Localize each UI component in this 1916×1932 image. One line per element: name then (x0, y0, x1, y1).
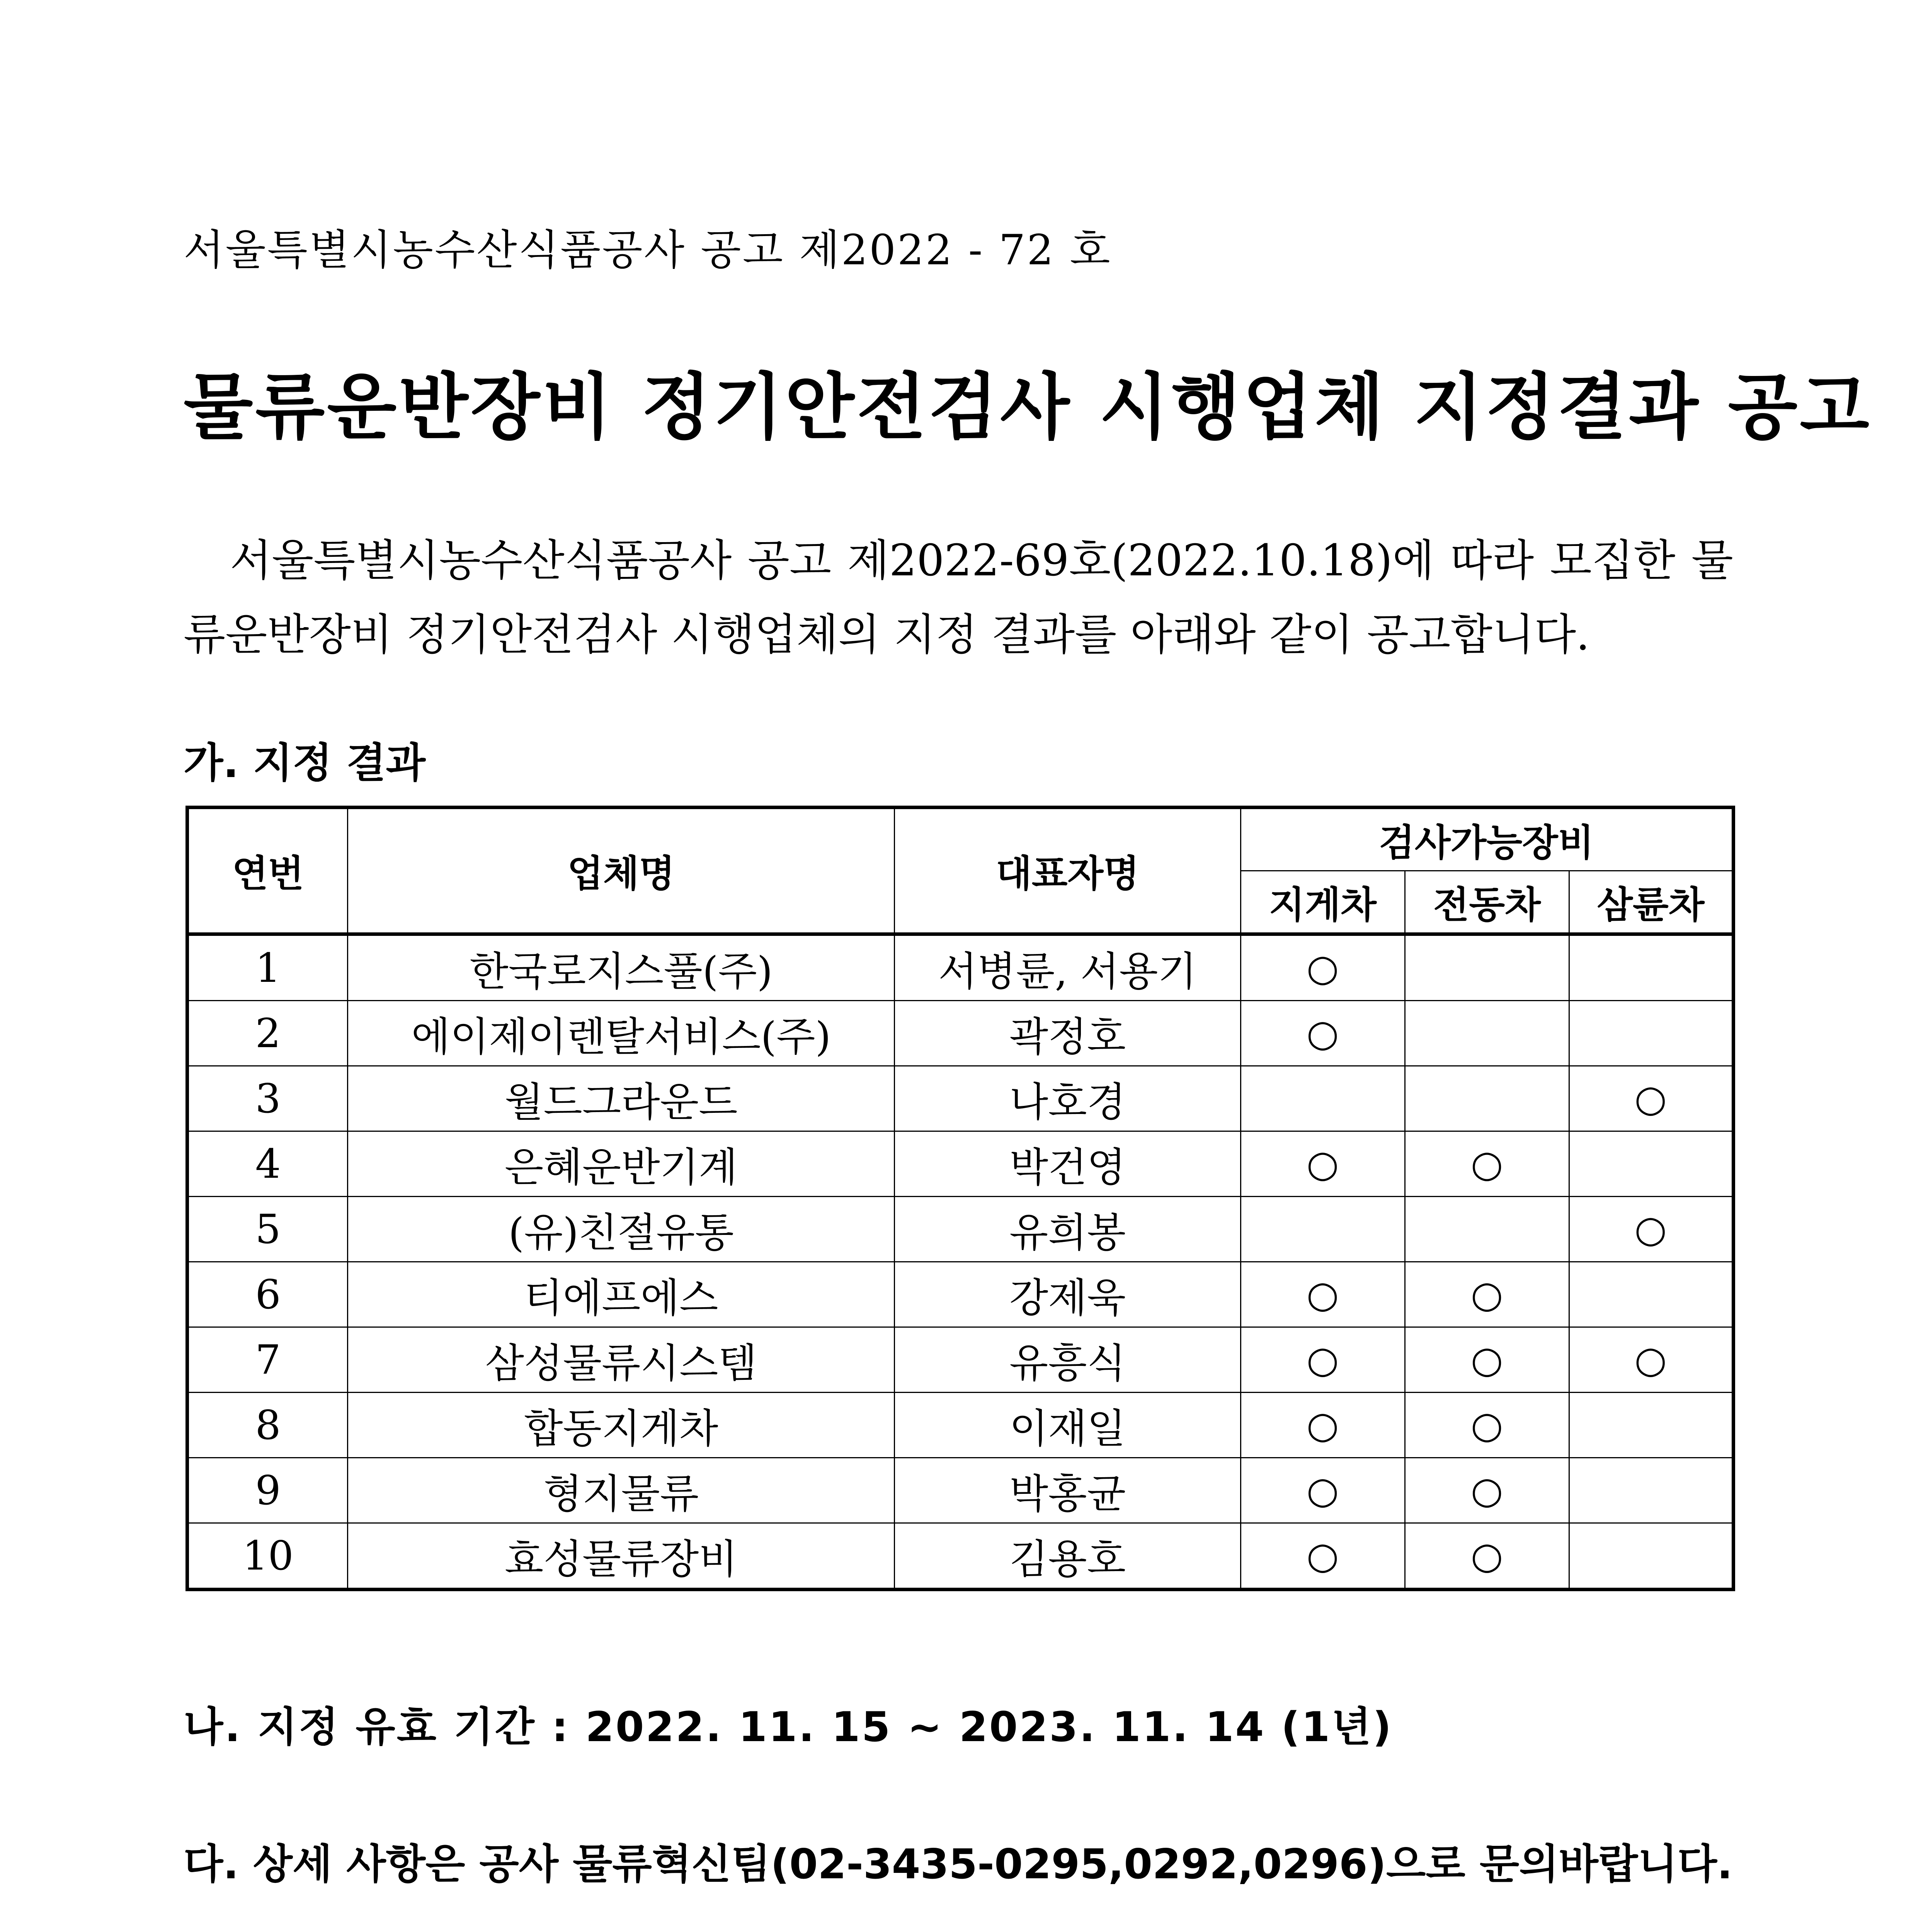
row-forklift-mark (1240, 1197, 1405, 1262)
header-no: 연번 (187, 808, 348, 934)
row-electric-vehicle-mark (1405, 934, 1569, 1001)
row-representative: 곽정호 (895, 1001, 1240, 1066)
header-company: 업체명 (348, 808, 895, 934)
row-forklift-mark: ○ (1240, 1393, 1405, 1458)
row-forklift-mark (1240, 1066, 1405, 1131)
row-company: 에이제이렌탈서비스(주) (348, 1001, 895, 1066)
row-electric-vehicle-mark (1405, 1001, 1569, 1066)
row-company: 은혜운반기계 (348, 1131, 895, 1197)
table-row (187, 1393, 1734, 1458)
section-a-heading: 가. 지정 결과 (184, 739, 426, 787)
row-number: 1 (187, 934, 348, 1001)
designation-result-table (185, 806, 1735, 1591)
row-forklift-mark: ○ (1240, 1262, 1405, 1327)
table-row (187, 1523, 1734, 1590)
table-row (187, 1001, 1734, 1066)
row-electric-vehicle-mark: ○ (1405, 1523, 1569, 1590)
row-representative: 유희봉 (895, 1197, 1240, 1262)
row-electric-vehicle-mark (1405, 1066, 1569, 1131)
row-company: (유)친절유통 (348, 1197, 895, 1262)
header-equipment-group: 검사가능장비 (1240, 808, 1733, 871)
row-forklift-mark: ○ (1240, 1131, 1405, 1197)
row-three-wheeler-mark (1569, 934, 1733, 1001)
row-electric-vehicle-mark: ○ (1405, 1131, 1569, 1197)
table-body (187, 934, 1734, 1590)
section-c-contact: 다. 상세 사항은 공사 물류혁신팀(02-3435-0295,0292,0296)으로 문의바랍니다. (184, 1840, 1733, 1888)
row-number: 10 (187, 1523, 348, 1590)
row-company: 월드그라운드 (348, 1066, 895, 1131)
table-row (187, 1262, 1734, 1327)
header-three-wheeler: 삼륜차 (1569, 871, 1733, 934)
row-number: 2 (187, 1001, 348, 1066)
row-company: 효성물류장비 (348, 1523, 895, 1590)
row-number: 7 (187, 1327, 348, 1393)
section-b-validity-period: 나. 지정 유효 기간 : 2022. 11. 15 ~ 2023. 11. 14 (1년) (184, 1703, 1393, 1751)
row-three-wheeler-mark (1569, 1131, 1733, 1197)
table-row (187, 1327, 1734, 1393)
row-company: 형지물류 (348, 1458, 895, 1523)
row-representative: 박건영 (895, 1131, 1240, 1197)
row-three-wheeler-mark (1569, 1262, 1733, 1327)
row-three-wheeler-mark: ○ (1569, 1327, 1733, 1393)
document-title: 물류운반장비 정기안전검사 시행업체 지정결과 공고 (184, 365, 1872, 449)
row-forklift-mark: ○ (1240, 1523, 1405, 1590)
row-company: 한국로지스풀(주) (348, 934, 895, 1001)
row-electric-vehicle-mark (1405, 1197, 1569, 1262)
table-row (187, 934, 1734, 1001)
table-row (187, 1458, 1734, 1523)
row-representative: 강제욱 (895, 1262, 1240, 1327)
row-representative: 서병륜, 서용기 (895, 934, 1240, 1001)
row-number: 4 (187, 1131, 348, 1197)
notice-number: 서울특별시농수산식품공사 공고 제2022 - 72 호 (184, 226, 1112, 274)
row-representative: 유흥식 (895, 1327, 1240, 1393)
row-electric-vehicle-mark: ○ (1405, 1393, 1569, 1458)
row-number: 9 (187, 1458, 348, 1523)
row-number: 6 (187, 1262, 348, 1327)
row-company: 티에프에스 (348, 1262, 895, 1327)
row-forklift-mark: ○ (1240, 1001, 1405, 1066)
row-three-wheeler-mark: ○ (1569, 1197, 1733, 1262)
row-representative: 나호경 (895, 1066, 1240, 1131)
row-representative: 이재일 (895, 1393, 1240, 1458)
row-forklift-mark: ○ (1240, 1327, 1405, 1393)
intro-paragraph: 서울특별시농수산식품공사 공고 제2022-69호(2022.10.18)에 따라 모집한 물류운반장비 정기안전검사 시행업체의 지정 결과를 아래와 같이 공고합니다. (184, 536, 1733, 660)
header-forklift: 지게차 (1240, 871, 1405, 934)
row-representative: 김용호 (895, 1523, 1240, 1590)
table-row (187, 1131, 1734, 1197)
row-forklift-mark: ○ (1240, 934, 1405, 1001)
row-three-wheeler-mark: ○ (1569, 1066, 1733, 1131)
row-number: 3 (187, 1066, 348, 1131)
header-electric-vehicle: 전동차 (1405, 871, 1569, 934)
table-row (187, 1197, 1734, 1262)
row-representative: 박홍균 (895, 1458, 1240, 1523)
row-electric-vehicle-mark: ○ (1405, 1262, 1569, 1327)
row-company: 삼성물류시스템 (348, 1327, 895, 1393)
table-row (187, 1066, 1734, 1131)
row-forklift-mark: ○ (1240, 1458, 1405, 1523)
row-number: 8 (187, 1393, 348, 1458)
row-three-wheeler-mark (1569, 1458, 1733, 1523)
row-three-wheeler-mark (1569, 1001, 1733, 1066)
row-electric-vehicle-mark: ○ (1405, 1327, 1569, 1393)
row-three-wheeler-mark (1569, 1523, 1733, 1590)
header-representative: 대표자명 (895, 808, 1240, 934)
row-electric-vehicle-mark: ○ (1405, 1458, 1569, 1523)
row-company: 합동지게차 (348, 1393, 895, 1458)
row-three-wheeler-mark (1569, 1393, 1733, 1458)
row-number: 5 (187, 1197, 348, 1262)
